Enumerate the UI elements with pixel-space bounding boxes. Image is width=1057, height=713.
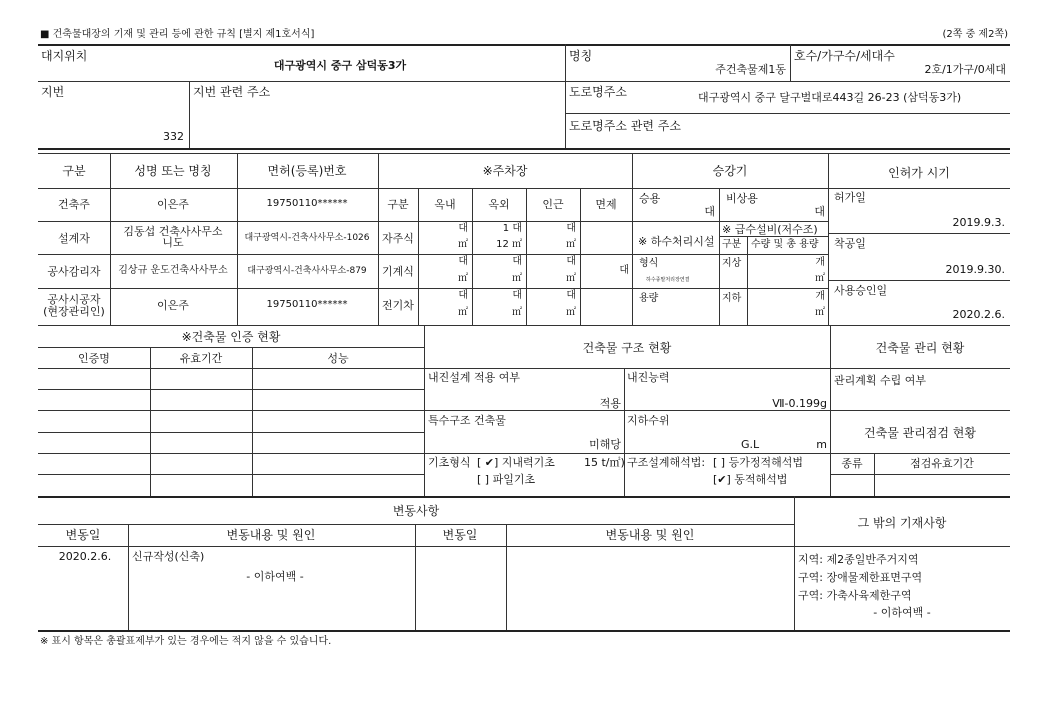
foundation-option-bearing: [ ✔] 지내력기초	[477, 456, 555, 469]
foundation-option-pile: [ ] 파일기초	[477, 473, 536, 486]
location-label: 대지위치	[41, 49, 88, 63]
parking-cell: ㎡	[512, 273, 522, 284]
cert-col-name: 인증명	[78, 352, 110, 365]
elevator-emergency: 비상용	[726, 192, 758, 205]
inspection-col-type: 종류	[841, 457, 863, 470]
units-value: 2호/1가구/0세대	[924, 63, 1006, 76]
change-date: 2020.2.6.	[58, 550, 112, 563]
changes-col-date: 변동일	[65, 528, 101, 542]
table-row: 공사감리자	[47, 265, 101, 278]
people-col-name: 성명 또는 명칭	[134, 164, 212, 178]
change-content-end: - 이하여백 -	[246, 570, 304, 583]
start-date: 2019.9.30.	[945, 263, 1005, 276]
water-col1: 구분	[722, 239, 742, 250]
parking-cell: 대	[566, 223, 576, 234]
form-title: ■ 건축물대장의 기재 및 관리 등에 관한 규칙 [별지 제1호서식]	[40, 29, 315, 40]
other-line-end: - 이하여백 -	[873, 606, 931, 619]
changes-title: 변동사항	[392, 504, 440, 518]
change-content: 신규작성(신축)	[132, 550, 205, 563]
table-row: 19750110******	[266, 198, 348, 209]
special-value: 미해당	[589, 438, 621, 451]
parking-col: 옥내	[434, 198, 456, 211]
lot-label: 지번	[41, 85, 65, 99]
parking-cell: ㎡	[566, 273, 576, 284]
parking-cell: 1 대	[502, 223, 522, 234]
elevator-passenger: 승용	[639, 192, 661, 205]
parking-col: 구분	[387, 198, 409, 211]
above-count-unit: 개	[815, 257, 825, 268]
page-indicator: (2쪽 중 제2쪽)	[942, 29, 1008, 40]
units-label: 호수/가구수/세대수	[794, 49, 895, 63]
inspection-title: 건축물 관리점검 현황	[864, 426, 976, 440]
seismic-design-value: 적용	[599, 397, 621, 410]
start-label: 착공일	[834, 237, 866, 250]
structure-title: 건축물 구조 현황	[582, 341, 672, 355]
lot-value: 332	[163, 130, 184, 143]
inspection-col-period: 점검유효기간	[910, 457, 974, 470]
table-row: 김상규 운도건축사사무소	[118, 265, 228, 276]
analysis-label: 구조설계해석법:	[627, 456, 706, 469]
foundation-bearing-value: 15 t/㎡)	[584, 456, 625, 469]
groundwater-value: G.L	[741, 438, 760, 451]
elevator-emergency-unit: 대	[814, 205, 825, 218]
above-area-unit: ㎡	[815, 273, 825, 284]
parking-cell: ㎡	[566, 307, 576, 318]
permits-title: 인허가 시기	[888, 166, 950, 180]
sewage-label: ※ 하수처리시설	[638, 235, 715, 248]
management-title: 건축물 관리 현황	[875, 341, 965, 355]
footer-note: ※ 표시 항목은 총괄표제부가 있는 경우에는 적지 않을 수 있습니다.	[40, 636, 332, 647]
parking-cell: 대	[566, 256, 576, 267]
table-row: 이은주	[157, 198, 189, 211]
road-address-value: 대구광역시 중구 달구벌대로443길 26-23 (삼덕동3가)	[698, 91, 962, 104]
parking-row-label: 자주식	[382, 232, 414, 245]
seismic-design-label: 내진설계 적용 여부	[428, 371, 521, 384]
groundwater-label: 지하수위	[627, 414, 670, 427]
approval-date: 2020.2.6.	[952, 308, 1005, 321]
changes-col-content-2: 변동내용 및 원인	[605, 528, 695, 542]
parking-cell: ㎡	[458, 273, 468, 284]
people-col-role: 구분	[62, 164, 86, 178]
cert-title: ※건축물 인증 현황	[181, 330, 281, 344]
permit-date: 2019.9.3.	[952, 216, 1005, 229]
parking-cell: ㎡	[458, 307, 468, 318]
below-label: 지하	[722, 293, 742, 304]
below-count-unit: 개	[815, 291, 825, 302]
parking-title: ※주차장	[482, 164, 528, 178]
other-title: 그 밖의 기재사항	[857, 516, 947, 530]
parking-col: 인근	[542, 198, 564, 211]
parking-cell: ㎡	[566, 239, 576, 250]
parking-cell: 대	[458, 223, 468, 234]
table-row: 19750110******	[266, 299, 348, 310]
type-note: 하수종말처리장연결	[646, 277, 690, 283]
parking-row-label: 기계식	[382, 265, 414, 278]
type-label: 형식	[639, 258, 659, 269]
analysis-option-static: [ ] 등가정적해석법	[713, 456, 803, 469]
table-row: 김동섭 건축사사무소	[123, 225, 223, 238]
parking-cell: 대	[458, 290, 468, 301]
capacity-label: 용량	[639, 293, 659, 304]
parking-cell: 대	[512, 256, 522, 267]
people-col-license: 면허(등록)번호	[267, 164, 347, 178]
table-row: 대구광역시-건축사사무소-879	[247, 266, 367, 276]
table-row: 공사시공자	[47, 293, 101, 306]
seismic-capacity-value: Ⅶ-0.199g	[772, 397, 827, 410]
parking-exempt: 대	[619, 265, 629, 276]
parking-cell: 대	[566, 290, 576, 301]
changes-col-content: 변동내용 및 원인	[226, 528, 316, 542]
changes-col-date-2: 변동일	[442, 528, 478, 542]
lot-related-label: 지번 관련 주소	[193, 85, 271, 99]
other-line: 지역: 제2종일반주거지역	[798, 553, 919, 566]
name-value: 주건축물제1동	[715, 63, 786, 76]
other-line: 구역: 장애물제한표면구역	[798, 571, 923, 584]
approval-label: 사용승인일	[834, 284, 888, 297]
parking-cell: ㎡	[458, 239, 468, 250]
table-row: 설계자	[58, 232, 90, 245]
table-row: 건축주	[58, 198, 90, 211]
parking-col: 옥외	[488, 198, 510, 211]
below-area-unit: ㎡	[815, 307, 825, 318]
parking-row-label: 전기차	[382, 299, 414, 312]
foundation-label: 기초형식	[428, 456, 471, 469]
management-plan-label: 관리계획 수립 여부	[834, 374, 927, 387]
elevator-passenger-unit: 대	[704, 205, 715, 218]
cert-col-perf: 성능	[327, 352, 349, 365]
parking-cell: ㎡	[512, 307, 522, 318]
parking-cell: 대	[512, 290, 522, 301]
special-label: 특수구조 건축물	[428, 414, 506, 427]
table-row: 이은주	[157, 299, 189, 312]
groundwater-unit: m	[816, 438, 827, 451]
parking-cell: 12 ㎡	[496, 239, 522, 250]
table-row: 니도	[162, 236, 184, 249]
location-value: 대구광역시 중구 삼덕동3가	[273, 59, 407, 72]
road-address-label: 도로명주소	[569, 85, 627, 99]
water-col2: 수량 및 총 용량	[751, 239, 819, 250]
table-row: (현장관리인)	[43, 305, 105, 318]
water-title: ※ 급수설비(저수조)	[722, 223, 818, 236]
above-label: 지상	[722, 258, 742, 269]
parking-cell: 대	[458, 256, 468, 267]
seismic-capacity-label: 내진능력	[627, 371, 670, 384]
elevator-title: 승강기	[712, 164, 748, 178]
other-line: 구역: 가축사육제한구역	[798, 589, 912, 602]
permit-label: 허가일	[834, 191, 866, 204]
parking-col: 면제	[595, 198, 617, 211]
road-related-label: 도로명주소 관련 주소	[569, 119, 681, 133]
name-label: 명칭	[569, 49, 593, 63]
cert-col-period: 유효기간	[179, 352, 223, 365]
analysis-option-dynamic: [✔] 동적해석법	[713, 473, 788, 486]
table-row: 대구광역시-건축사사무소-1026	[244, 233, 370, 243]
